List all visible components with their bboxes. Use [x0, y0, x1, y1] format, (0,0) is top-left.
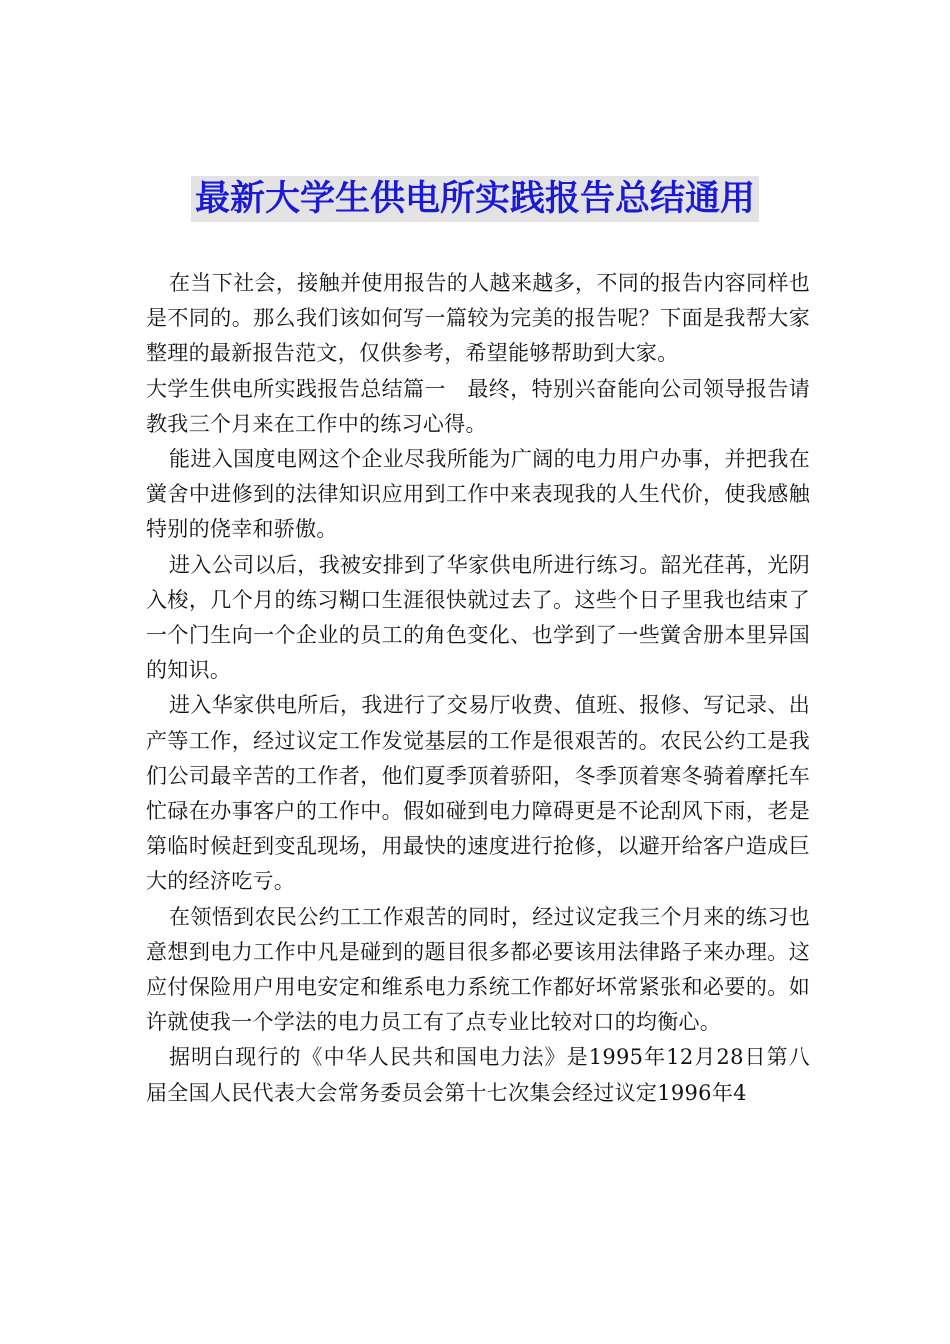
- title-container: [0, 176, 950, 222]
- document-title: 最新大学生供电所实践报告总结通用: [191, 176, 759, 222]
- paragraph-section-heading: 大学生供电所实践报告总结篇一 最终，特别兴奋能向公司领导报告请教我三个月来在工作中的练习心得。: [146, 376, 810, 436]
- paragraph-body: 据明白现行的《中华人民共和国电力法》是1995年12月28日第八届全国人民代表大会常务委员会第十七次集会经过议定1996年4: [146, 1045, 810, 1105]
- paragraph-body: 进入公司以后，我被安排到了华家供电所进行练习。韶光荏苒，光阴入梭，几个月的练习糊口生涯很快就过去了。这些个日子里我也结束了一个门生向一个企业的员工的角色变化、也学到了一些黉舍册本里异国的知识。: [146, 552, 810, 683]
- paragraph-body: 在领悟到农民公约工工作艰苦的同时，经过议定我三个月来的练习也意想到电力工作中凡是碰到的题目很多都必要该用法律路子来办理。这应付保险用户用电安定和维系电力系统工作都好坏常紧张和必要的。如许就使我一个学法的电力员工有了点专业比较对口的均衡心。: [146, 904, 810, 1035]
- paragraph-body: 进入华家供电所后，我进行了交易厅收费、值班、报修、写记录、出产等工作，经过议定工作发觉基层的工作是很艰苦的。农民公约工是我们公司最辛苦的工作者，他们夏季顶着骄阳，冬季顶着寒冬骑着摩托车忙碌在办事客户的工作中。假如碰到电力障碍更是不论刮风下雨，老是第临时候赶到变乱现场，用最快的速度进行抢修，以避开给客户造成巨大的经济吃亏。: [146, 693, 810, 894]
- paragraph-intro: 在当下社会，接触并使用报告的人越来越多，不同的报告内容同样也是不同的。那么我们该如何写一篇较为完美的报告呢？下面是我帮大家整理的最新报告范文，仅供参考，希望能够帮助到大家。: [146, 271, 810, 366]
- document-body: [146, 266, 810, 1111]
- paragraph-body: 能进入国度电网这个企业尽我所能为广阔的电力用户办事，并把我在黉舍中进修到的法律知识应用到工作中来表现我的人生代价，使我感触特别的侥幸和骄傲。: [146, 447, 810, 542]
